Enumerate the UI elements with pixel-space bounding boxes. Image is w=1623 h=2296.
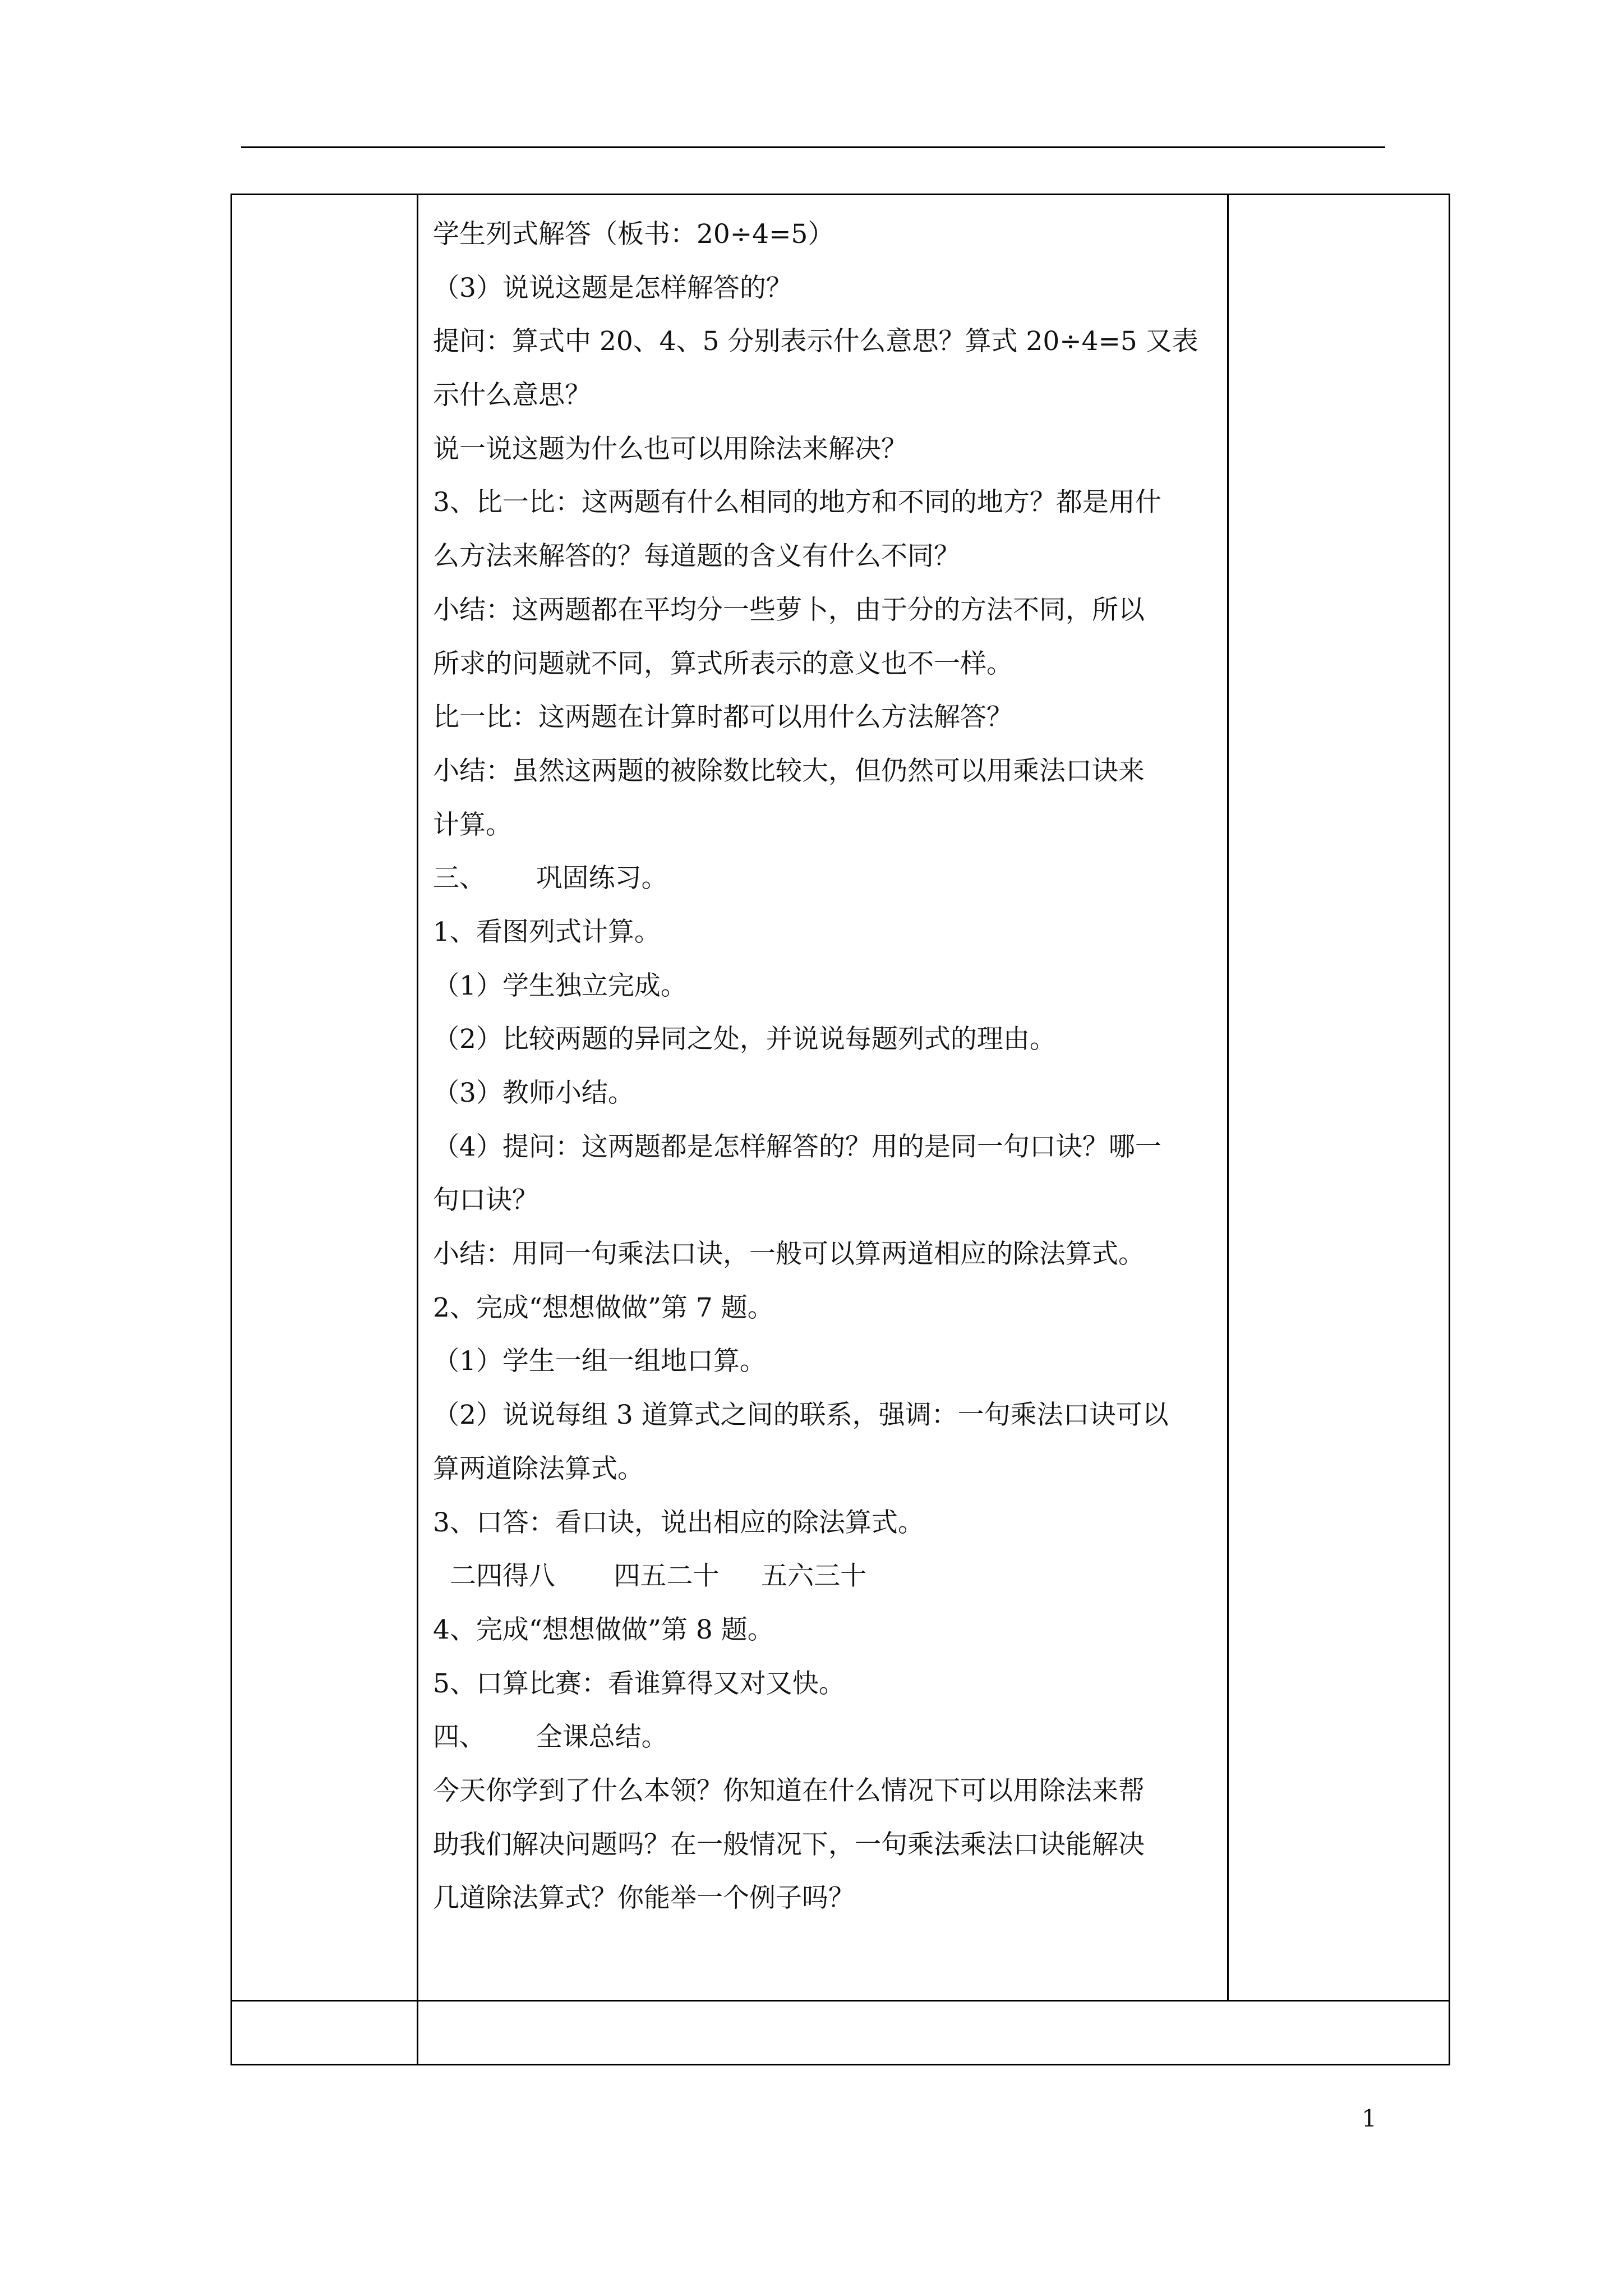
body-line: 句口诀？ xyxy=(433,1185,538,1216)
table-column-divider-left xyxy=(417,194,418,2065)
body-line: 今天你学到了什么本领？你知道在什么情况下可以用除法来帮 xyxy=(433,1775,1145,1806)
body-line: 5、口算比赛：看谁算得又对又快。 xyxy=(433,1668,845,1699)
body-line: 1、看图列式计算。 xyxy=(433,916,661,947)
body-line: 几道除法算式？你能举一个例子吗？ xyxy=(433,1883,855,1914)
body-line: 学生列式解答（板书：20÷4=5） xyxy=(433,219,834,250)
header-rule xyxy=(241,146,1385,148)
body-line: 小结：这两题都在平均分一些萝卜，由于分的方法不同，所以 xyxy=(433,594,1145,625)
body-line: 示什么意思？ xyxy=(433,380,591,411)
body-line: （4）提问：这两题都是怎样解答的？用的是同一句口诀？哪一 xyxy=(433,1131,1161,1162)
body-line: 4、完成“想想做做”第 8 题。 xyxy=(433,1614,774,1645)
body-line: 提问：算式中 20、4、5 分别表示什么意思？算式 20÷4=5 又表 xyxy=(433,326,1198,357)
body-line: 所求的问题就不同，算式所表示的意义也不一样。 xyxy=(433,648,1013,679)
body-line: 助我们解决问题吗？在一般情况下，一句乘法乘法口诀能解决 xyxy=(433,1829,1145,1860)
body-line: 计算。 xyxy=(433,809,512,840)
body-line: 3、口答：看口诀，说出相应的除法算式。 xyxy=(433,1507,924,1538)
body-line: 算两道除法算式。 xyxy=(433,1453,644,1484)
body-line: （2）比较两题的异同之处，并说说每题列式的理由。 xyxy=(433,1024,1056,1055)
body-line: 小结：用同一句乘法口诀，一般可以算两道相应的除法算式。 xyxy=(433,1239,1145,1270)
body-line: 二四得八 四五二十 五六三十 xyxy=(433,1561,867,1592)
body-line: 比一比：这两题在计算时都可以用什么方法解答？ xyxy=(433,702,1013,733)
body-line: （2）说说每组 3 道算式之间的联系，强调：一句乘法口诀可以 xyxy=(433,1400,1169,1431)
body-line: 2、完成“想想做做”第 7 题。 xyxy=(433,1292,774,1323)
body-line: 小结：虽然这两题的被除数比较大，但仍然可以用乘法口诀来 xyxy=(433,755,1145,786)
body-line: （1）学生一组一组地口算。 xyxy=(433,1346,766,1377)
table-row-divider xyxy=(230,2000,1450,2001)
section-heading: 三、 巩固练习。 xyxy=(433,863,668,894)
lesson-body xyxy=(433,208,1229,1925)
section-heading: 四、 全课总结。 xyxy=(433,1722,668,1753)
body-line: （3）教师小结。 xyxy=(433,1078,634,1108)
body-line: （1）学生独立完成。 xyxy=(433,970,687,1001)
body-line: 3、比一比：这两题有什么相同的地方和不同的地方？都是用什 xyxy=(433,487,1161,518)
page-number: 1 xyxy=(1362,2105,1377,2132)
body-line: 么方法来解答的？每道题的含义有什么不同？ xyxy=(433,541,960,572)
body-line: 说一说这题为什么也可以用除法来解决？ xyxy=(433,433,907,464)
body-line: （3）说说这题是怎样解答的？ xyxy=(433,272,792,303)
